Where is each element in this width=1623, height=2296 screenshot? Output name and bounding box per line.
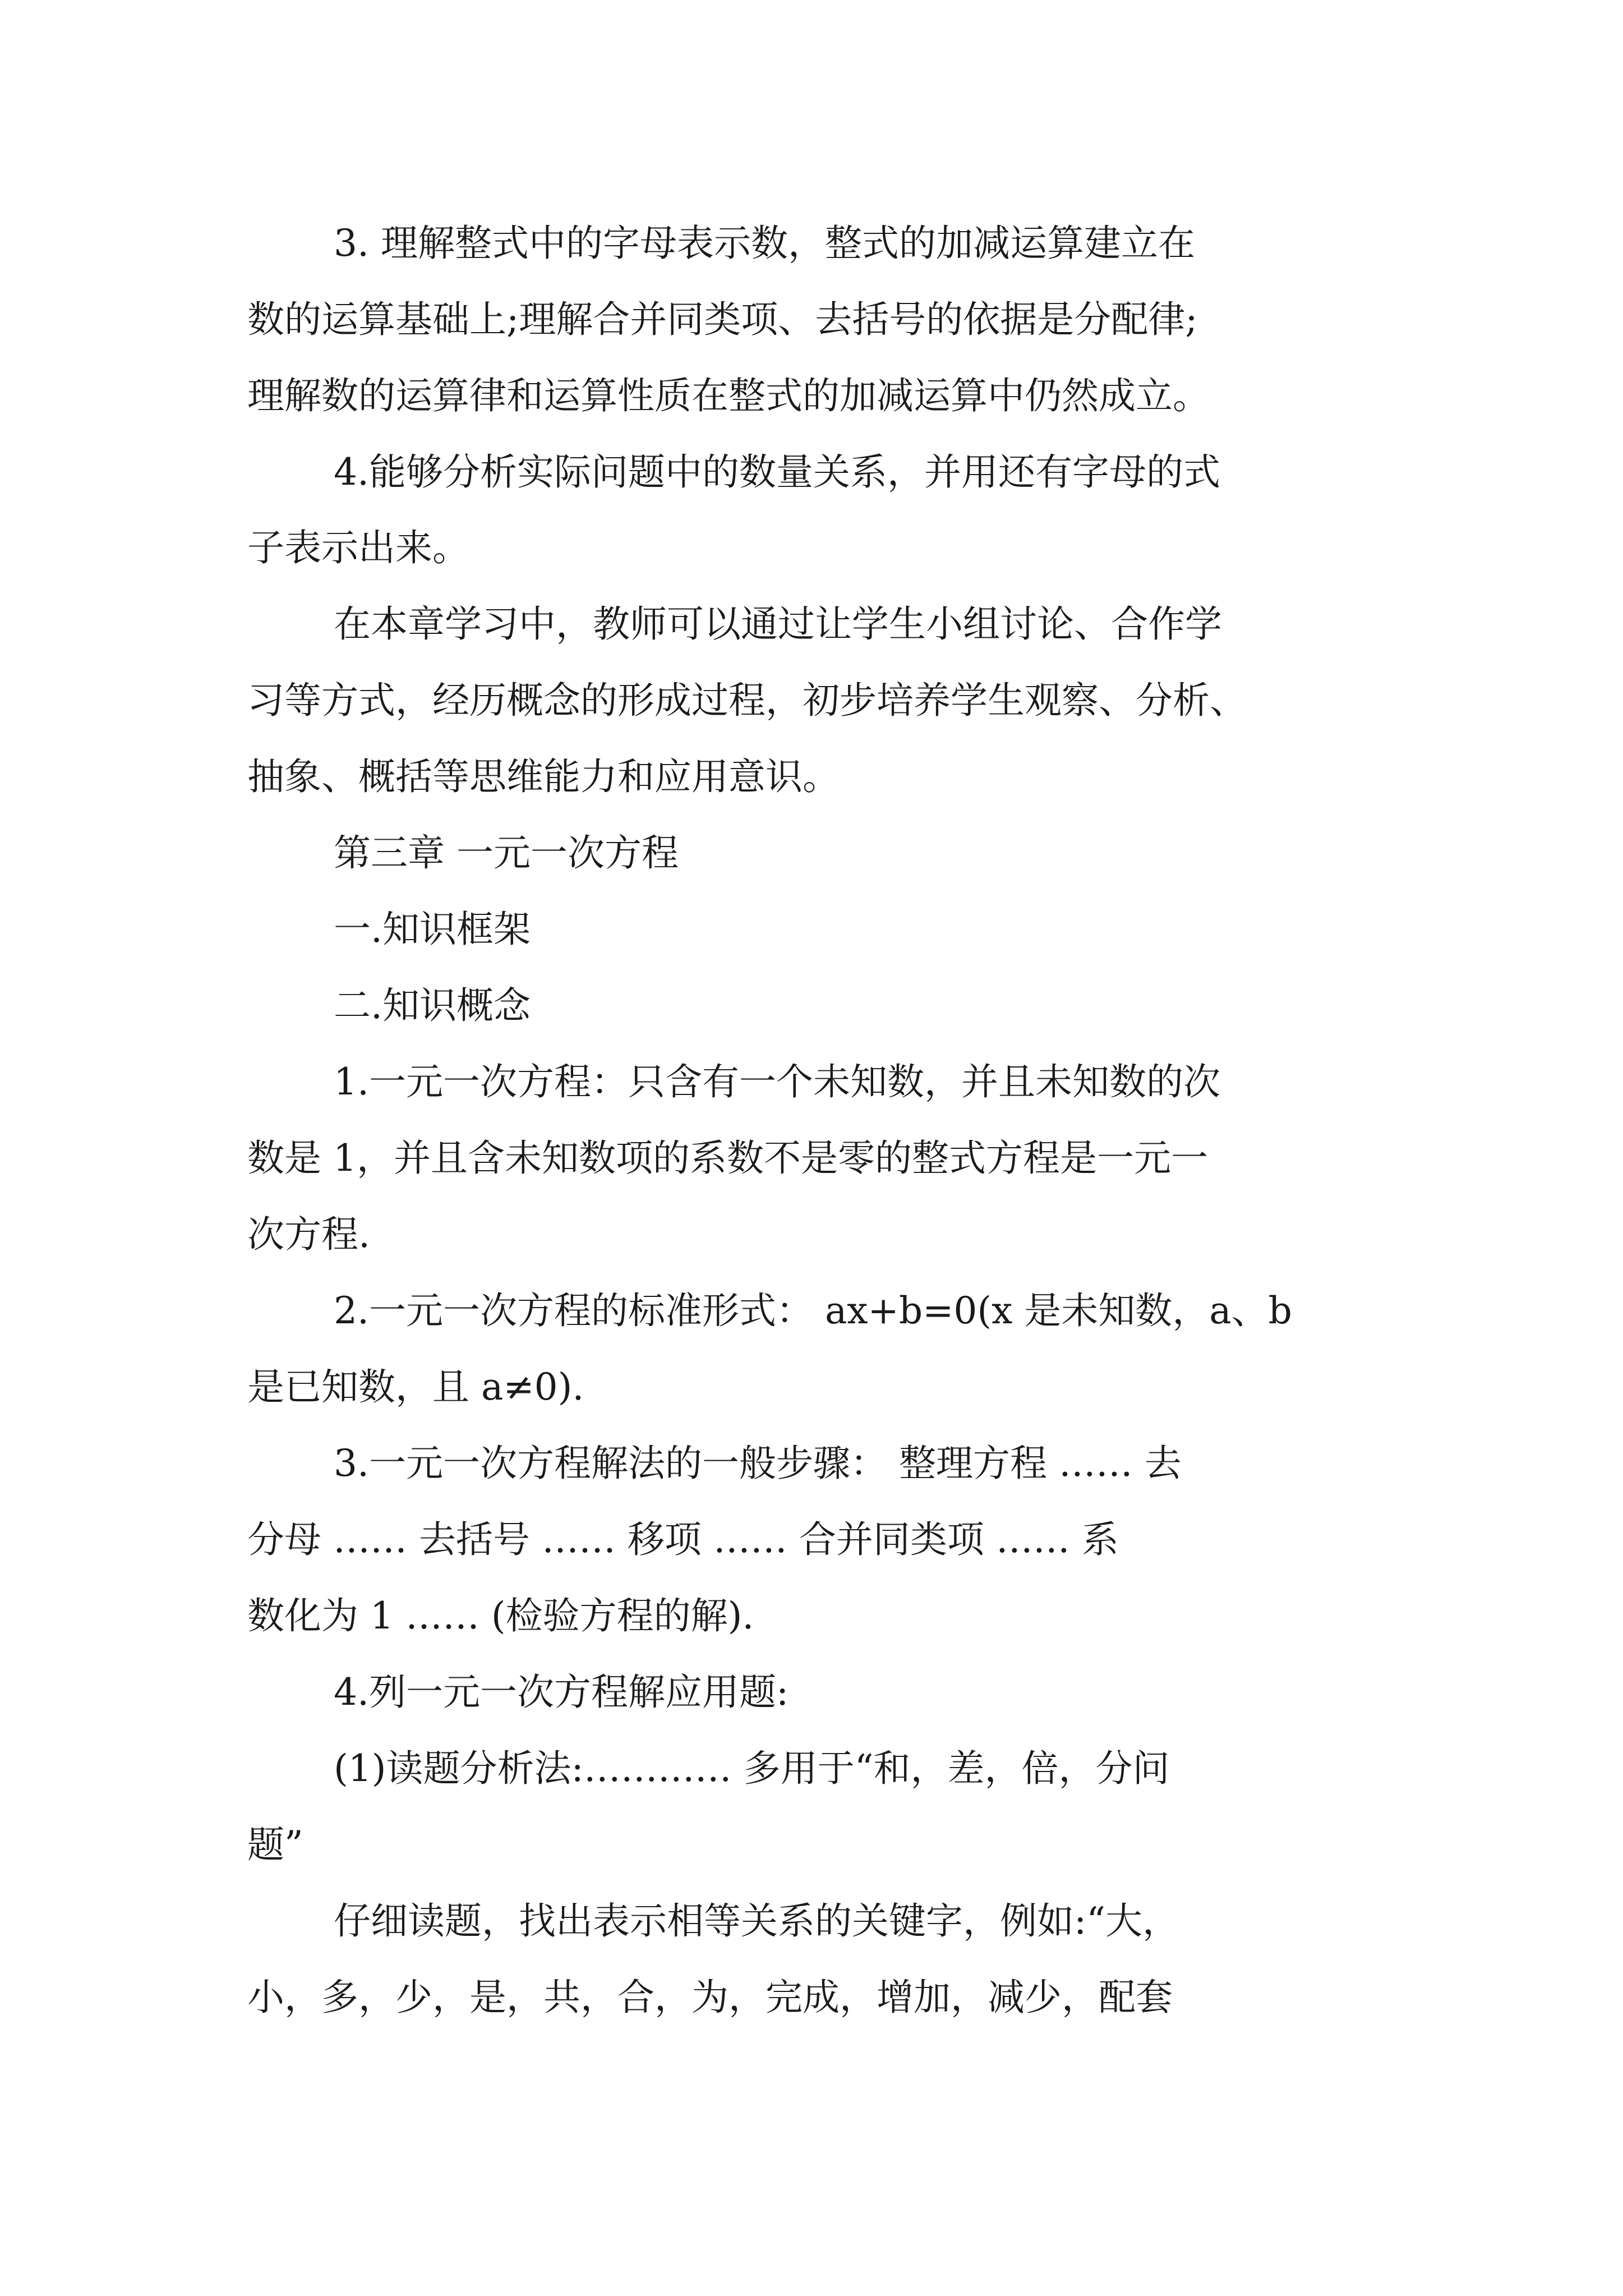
text-line: 抽象、概括等思维能力和应用意识。	[247, 755, 840, 798]
text-line: 4.列一元一次方程解应用题:	[334, 1671, 789, 1714]
text-line: 数化为 1 …… (检验方程的解).	[247, 1594, 754, 1637]
text-line: 数的运算基础上;理解合并同类项、去括号的依据是分配律;	[247, 298, 1198, 341]
text-line: 习等方式，经历概念的形成过程，初步培养学生观察、分析、	[247, 679, 1247, 722]
text-line: 数是 1，并且含未知数项的系数不是零的整式方程是一元一	[247, 1137, 1208, 1180]
text-line: 子表示出来。	[247, 526, 469, 569]
text-line: 次方程.	[247, 1213, 370, 1256]
text-line: 仔细读题，找出表示相等关系的关键字，例如:“大，	[334, 1899, 1179, 1943]
section-heading: 二.知识概念	[334, 984, 531, 1027]
text-line: 分母 …… 去括号 …… 移项 …… 合并同类项 …… 系	[247, 1518, 1119, 1561]
text-line: 2.一元一次方程的标准形式： ax+b=0(x 是未知数，a、b	[334, 1289, 1292, 1332]
text-line: 1.一元一次方程：只含有一个未知数，并且未知数的次	[334, 1060, 1220, 1103]
text-line: 3.一元一次方程解法的一般步骤： 整理方程 …… 去	[334, 1442, 1182, 1485]
text-line: 题”	[247, 1823, 303, 1866]
text-line: 小，多，少，是，共，合，为，完成，增加，减少，配套	[247, 1976, 1173, 2019]
text-line: 在本章学习中，教师可以通过让学生小组讨论、合作学	[334, 602, 1222, 646]
text-line: 理解数的运算律和运算性质在整式的加减运算中仍然成立。	[247, 374, 1210, 417]
text-line: 是已知数，且 a≠0).	[247, 1365, 584, 1409]
text-line: 3. 理解整式中的字母表示数，整式的加减运算建立在	[334, 222, 1195, 265]
section-heading: 一.知识框架	[334, 908, 531, 951]
text-line: 4.能够分析实际问题中的数量关系，并用还有字母的式	[334, 450, 1220, 494]
chapter-heading: 第三章 一元一次方程	[334, 831, 679, 875]
text-line: (1)读题分析法:………… 多用于“和，差，倍，分问	[334, 1747, 1170, 1790]
